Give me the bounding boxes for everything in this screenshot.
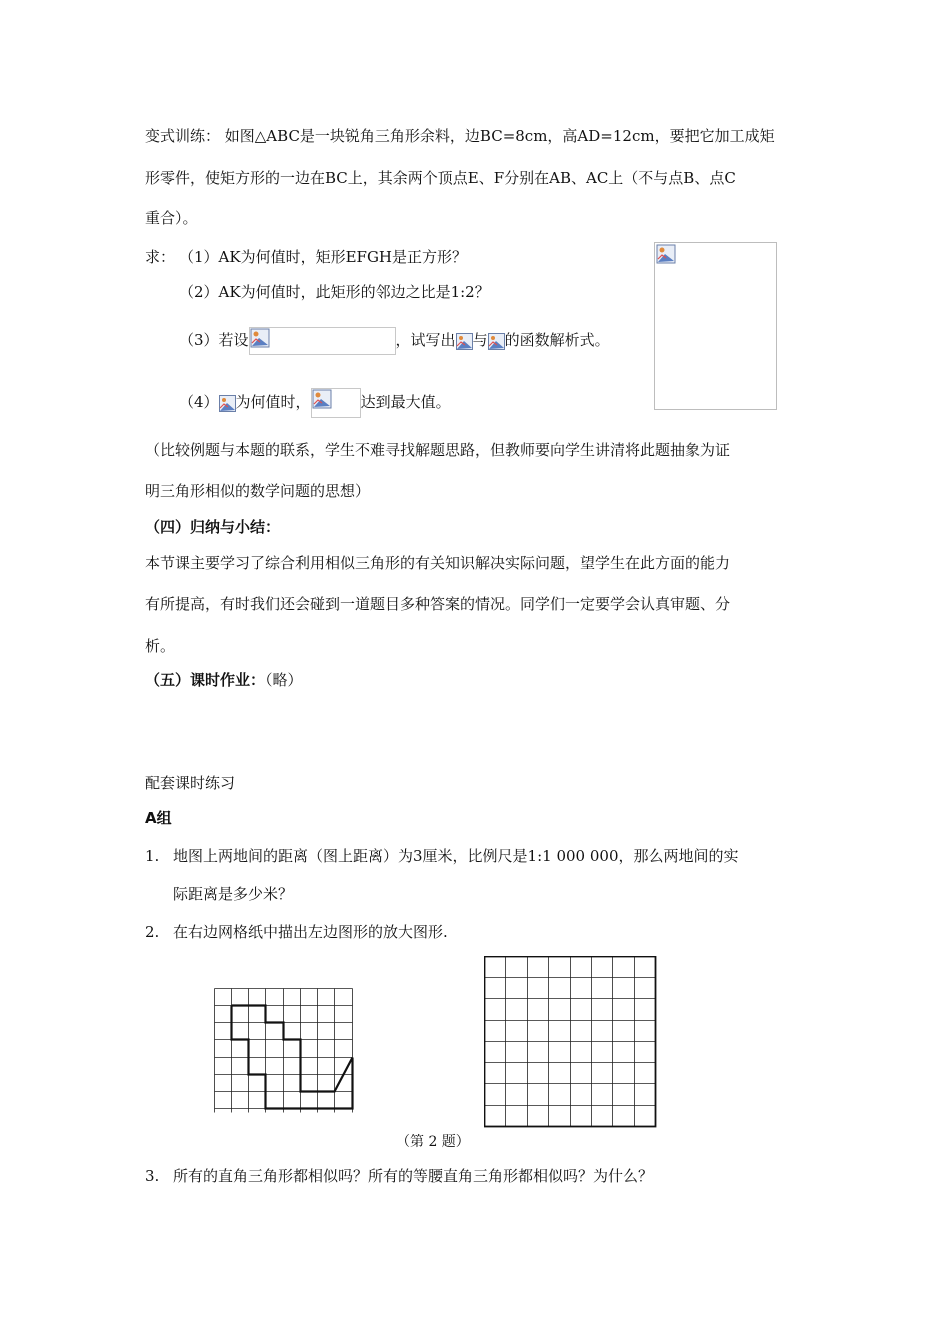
variable-image-placeholder <box>219 395 236 412</box>
triangle-figure-placeholder <box>654 242 777 410</box>
note-line-2: 明三角形相似的数学问题的思想） <box>145 482 371 500</box>
broken-image-icon <box>312 389 334 411</box>
variable-image-placeholder <box>456 333 473 350</box>
variant-line-2: 形零件，使矩方形的一边在BC上，其余两个顶点E、F分别在AB、AC上（不与点B、点C <box>145 169 736 187</box>
grid-lines <box>485 957 656 1127</box>
homework-text: （略） <box>265 671 303 689</box>
homework-heading: （五）课时作业： <box>145 671 266 689</box>
homework-line <box>145 670 303 690</box>
summary-line-1: 本节课主要学习了综合利用相似三角形的有关知识解决实际问题，望学生在此方面的能力 <box>145 554 731 572</box>
variant-line-1: 变式训练： 如图△ABC是一块锐角三角形余料，边BC=8cm，高AD=12cm，要把它加工成矩 <box>145 127 775 145</box>
question-3-part-b: ，试写出 <box>395 331 456 349</box>
summary-heading: （四）归纳与小结： <box>145 518 281 536</box>
summary-line-2: 有所提高，有时我们还会碰到一道题目多种答案的情况。同学们一定要学会认真审题、分 <box>145 595 731 613</box>
item-1-line-1: 地图上两地间的距离（图上距离）为3厘米，比例尺是1:1 000 000，那么两地间的实 <box>173 847 739 865</box>
item-3-line-1: 所有的直角三角形都相似吗？所有的等腰直角三角形都相似吗？为什么？ <box>173 1167 654 1185</box>
practice-title: 配套课时练习 <box>145 774 236 792</box>
summary-line-3: 析。 <box>145 637 176 655</box>
item-1-line-2: 际距离是多少米？ <box>173 885 294 903</box>
grid-lines <box>215 989 353 1113</box>
question-prefix: 求： <box>145 248 176 266</box>
broken-image-icon <box>250 328 272 350</box>
item-2-line-1: 在右边网格纸中描出左边图形的放大图形. <box>173 923 448 941</box>
question-3-part-d: 的函数解析式。 <box>504 331 610 349</box>
original-figure-grid <box>214 988 356 1113</box>
question-3-part-c: 与 <box>472 331 488 349</box>
question-1: （1）AK为何值时，矩形EFGH是正方形？ <box>179 248 468 266</box>
question-4-part-c: 达到最大值。 <box>360 393 451 411</box>
item-1-number: 1. <box>145 847 160 865</box>
question-2: （2）AK为何值时，此矩形的邻边之比是1:2？ <box>179 283 490 301</box>
practice-group: A组 <box>145 809 172 827</box>
figure-caption: （第 2 题） <box>396 1134 470 1150</box>
enlarge-grid-paper <box>484 956 658 1128</box>
area-image-placeholder <box>311 388 361 418</box>
question-4 <box>179 388 451 418</box>
broken-image-icon <box>456 333 473 350</box>
variant-line-3: 重合）。 <box>145 209 198 227</box>
question-3 <box>179 327 610 355</box>
item-3-number: 3. <box>145 1167 160 1185</box>
question-4-part-a: （4） <box>179 393 219 411</box>
broken-image-icon <box>656 244 678 266</box>
variable-image-placeholder <box>488 333 505 350</box>
broken-image-icon <box>219 395 236 412</box>
broken-image-icon <box>488 333 505 350</box>
item-2-number: 2. <box>145 923 160 941</box>
note-line-1: （比较例题与本题的联系，学生不难寻找解题思路，但教师要向学生讲清将此题抽象为证 <box>145 441 731 459</box>
question-3-part-a: （3）若设 <box>179 331 249 349</box>
question-4-part-b: 为何值时， <box>235 393 311 411</box>
formula-image-placeholder <box>249 327 396 355</box>
